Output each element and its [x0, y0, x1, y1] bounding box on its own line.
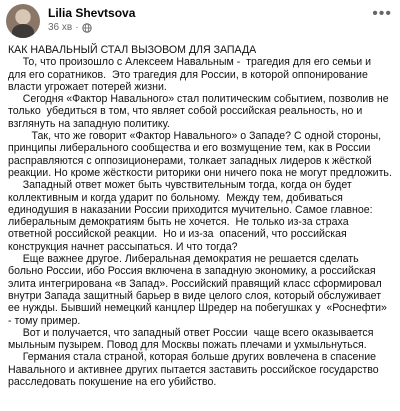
author-avatar[interactable] — [6, 4, 40, 38]
post-paragraph-7: Германия стала страной, которая больше других вовлечена в спасение Навального и активнее других пытается заставить российское государство расследовать покушение на его убийство. — [8, 351, 382, 389]
post-title: КАК НАВАЛЬНЫЙ СТАЛ ВЫЗОВОМ ДЛЯ ЗАПАДА — [8, 44, 257, 56]
post-paragraph-3: Так, что же говорит «Фактор Навального» о Западе? С одной стороны, принципы либерального сообщества и его возмущение тем, как в России расправляются с оппозиционерами, толкает западных лидеров к жёсткой реакции. Но кроме жёсткости риторики они ничего пока не могут предложить. — [8, 130, 392, 179]
post-time[interactable]: 36 хв — [48, 22, 73, 33]
post-paragraph-1: То, что произошло с Алексеем Навальным - трагедия для его семьи и для его соратников. Это трагедия для России, в которой оппонирование власти угрожает потерей жизни. — [8, 56, 374, 93]
author-name[interactable]: Lilia Shevtsova — [48, 6, 136, 20]
globe-icon — [82, 23, 92, 33]
post-paragraph-2: Сегодня «Фактор Навального» стал политическим событием, позволив не только убедиться в том, что являет собой российская реальность, но и взглянуть на западную политику. — [8, 93, 392, 130]
post-paragraph-5: Еще важнее другое. Либеральная демократия не решается сделать больно России, ибо Россия включена в западную экономику, а российская элита интегрирована «в Запад». Российский правящий класс сформировал внутри Запада защитный барьер в виде целого слоя, который обслуживает ее нужды. Бывший немецкий канцлер Шредер на побегушках у «Роснефти» - тому пример. — [8, 253, 390, 327]
more-icon[interactable]: ••• — [372, 5, 392, 22]
post-header — [6, 4, 394, 38]
post-paragraph-4: Западный ответ может быть чувствительным тогда, когда он будет коллективным и когда ударит по больному. Между тем, добиваться единодушия в наказании России приходится мучительно. Самое главное: либеральным демократиям быть не хочется. Не только из-за страха ответной российской реакции. Но и из-за опасений, что российская конструкция начнет рассыпаться. И что тогда? — [8, 179, 376, 253]
meta-separator: · — [75, 22, 79, 33]
post-meta — [48, 22, 92, 33]
post-body — [8, 44, 392, 388]
post-paragraph-6: Вот и получается, что западный ответ России чаще всего оказывается мыльным пузырем. Повод для Москвы пожать плечами и ухмыльнуться. — [8, 326, 377, 352]
